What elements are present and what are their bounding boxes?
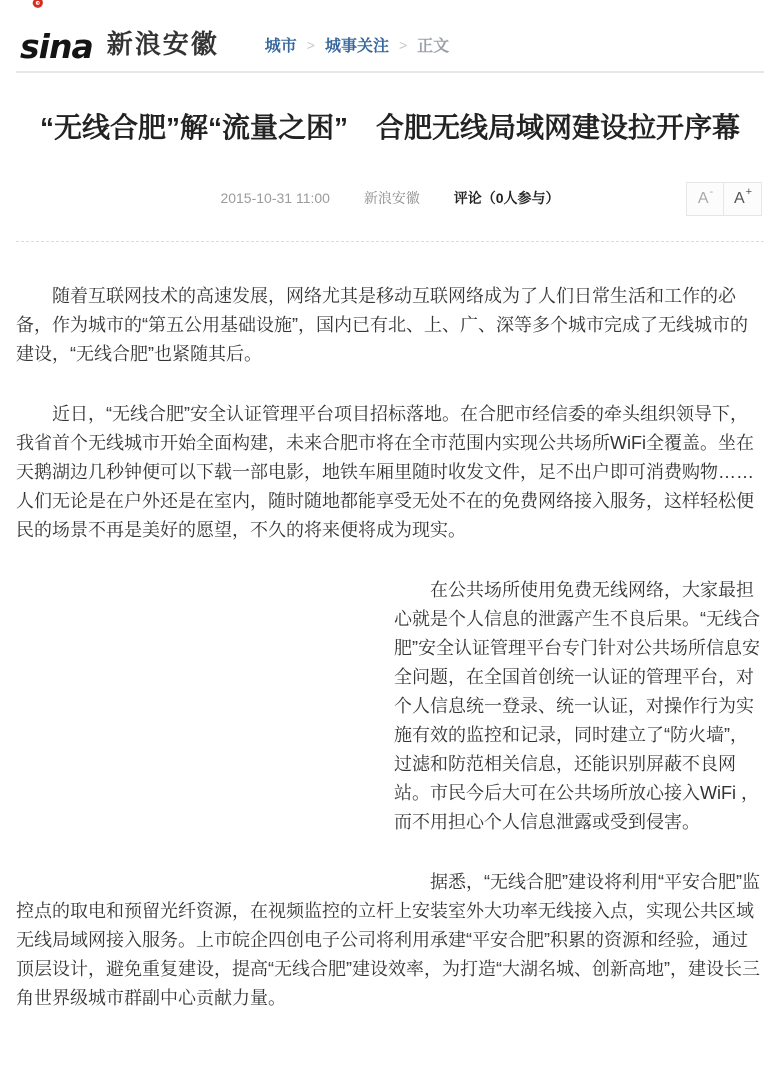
breadcrumb-separator-icon: > — [306, 36, 315, 53]
sina-flame-icon — [26, 0, 50, 15]
publish-date: 2015-10-31 11:00 — [220, 190, 330, 206]
paragraph-4: 据悉，“无线合肥”建设将利用“平安合肥”监控点的取电和预留光纤资源，在视频监控的立杆上安装室外大功率无线接入点，实现公共区域无线局域网接入服务。上市皖企四创电子公司将利用承建“平安合肥”积累的资源和经验，通过顶层设计，避免重复建设，提高“无线合肥”建设效率，为打造“大湖名城、创新高地”，建设长三角世界级城市群副中心贡献力量。 — [16, 872, 760, 1008]
breadcrumb-separator-icon: > — [398, 36, 408, 53]
article-meta-row — [16, 185, 764, 219]
breadcrumb — [265, 29, 449, 56]
plus-icon: + — [745, 186, 753, 198]
site-header — [16, 0, 764, 73]
font-size-controls — [686, 182, 762, 216]
paragraph-2: 近日，“无线合肥”安全认证管理平台项目招标落地。在合肥市经信委的牵头组织领导下，我省首个无线城市开始全面构建，未来合肥市将在全市范围内实现公共场所WiFi全覆盖。坐在天鹅湖边几秒钟便可以下载一部电影，地铁车厢里随时收发文件，足不出户即可消费购物……人们无论是在户外还是在室内，随时随地都能享受无处不在的免费网络接入服务，这样轻松便民的场景不再是美好的愿望，不久的将来便将成为现实。 — [16, 404, 754, 540]
site-name: 新浪安徽 — [106, 29, 219, 59]
article-body — [16, 282, 764, 1013]
sina-logo[interactable] — [20, 22, 219, 66]
font-decrease-label: A — [697, 190, 709, 207]
breadcrumb-item-city[interactable]: 城市 — [264, 38, 297, 55]
sina-wordmark: sina — [20, 27, 93, 66]
article-title: “无线合肥”解“流量之困” 合肥无线局域网建设拉开序幕 — [39, 112, 740, 143]
paragraph-1: 随着互联网技术的高速发展，网络尤其是移动互联网络成为了人们日常生活和工作的必备，作为城市的“第五公用基础设施”，国内已有北、上、广、深等多个城市完成了无线城市的建设，“无线合肥”也紧随其后。 — [16, 286, 748, 364]
article-image-placeholder — [16, 576, 394, 884]
paragraph-3: 在公共场所使用免费无线网络，大家最担心就是个人信息的泄露产生不良后果。“无线合肥”安全认证管理平台专门针对公共场所信息安全问题，在全国首创统一认证的管理平台，对个人信息统一登录、统一认证，对操作行为实施有效的监控和记录，同时建立了“防火墙”，过滤和防范相关信息，还能识别屏蔽不良网站。市民今后大可在公共场所放心接入WiFi ，而不用担心个人信息泄露或受到侵害。 — [394, 580, 760, 832]
minus-icon: - — [709, 186, 714, 198]
article-meta — [220, 185, 559, 208]
font-increase-button[interactable] — [724, 182, 762, 216]
article — [0, 111, 780, 1013]
font-increase-label: A — [733, 190, 745, 207]
dashed-divider — [16, 241, 764, 242]
font-decrease-button[interactable] — [686, 182, 724, 216]
breadcrumb-item-city-focus[interactable]: 城事关注 — [324, 38, 389, 55]
source-name: 新浪安徽 — [363, 190, 420, 206]
comment-count-link[interactable]: 评论（0人参与） — [453, 190, 560, 206]
breadcrumb-item-current: 正文 — [417, 38, 450, 55]
